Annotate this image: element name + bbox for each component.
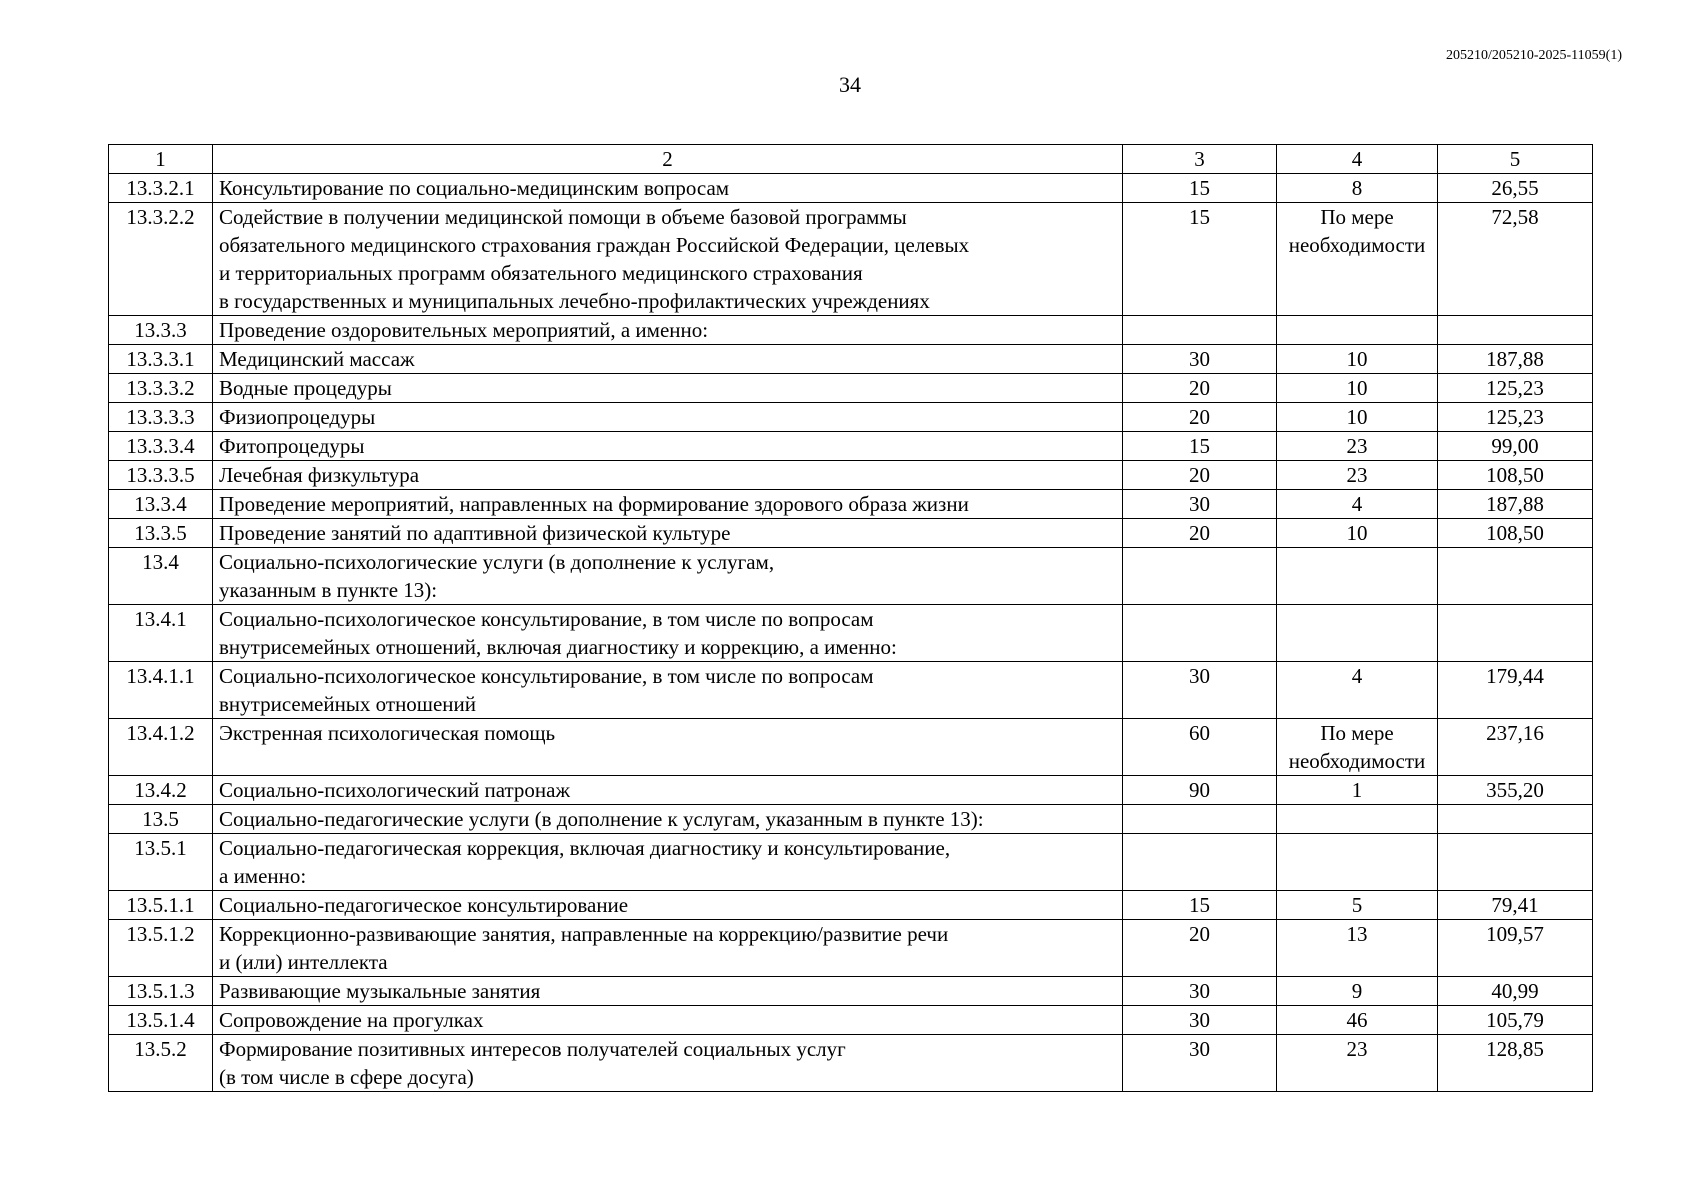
row-number-cell: 13.5.1 [109,834,213,891]
column-header-price: 5 [1438,145,1593,174]
service-name-cell: Проведение оздоровительных мероприятий, а именно: [213,316,1123,345]
service-name-cell: Сопровождение на прогулках [213,1006,1123,1035]
row-number-cell: 13.5 [109,805,213,834]
row-number-cell: 13.3.3.3 [109,403,213,432]
frequency-cell [1277,548,1438,605]
price-cell: 237,16 [1438,719,1593,776]
time-cell: 15 [1123,174,1277,203]
table-row [109,374,1593,403]
price-cell: 128,85 [1438,1035,1593,1092]
frequency-cell: 46 [1277,1006,1438,1035]
row-number-cell: 13.3.2.1 [109,174,213,203]
time-cell [1123,834,1277,891]
time-cell: 20 [1123,374,1277,403]
row-number-cell: 13.3.3.2 [109,374,213,403]
table-row [109,834,1593,891]
services-table [108,144,1593,1092]
service-name-cell: Лечебная физкультура [213,461,1123,490]
service-name-cell: Социально-педагогические услуги (в дополнение к услугам, указанным в пункте 13): [213,805,1123,834]
table-row [109,432,1593,461]
price-cell: 108,50 [1438,461,1593,490]
price-cell: 125,23 [1438,403,1593,432]
table-row [109,662,1593,719]
row-number-cell: 13.4.1.1 [109,662,213,719]
frequency-cell: По мере необходимости [1277,203,1438,316]
time-cell: 20 [1123,519,1277,548]
table-row [109,1006,1593,1035]
service-name-cell: Медицинский массаж [213,345,1123,374]
table-row [109,316,1593,345]
time-cell: 15 [1123,891,1277,920]
row-number-cell: 13.3.3.5 [109,461,213,490]
frequency-cell: 9 [1277,977,1438,1006]
table-row [109,977,1593,1006]
frequency-cell: 8 [1277,174,1438,203]
row-number-cell: 13.5.1.1 [109,891,213,920]
document-id: 205210/205210-2025-11059(1) [1445,48,1622,63]
price-cell [1438,316,1593,345]
row-number-cell: 13.4.2 [109,776,213,805]
table-row [109,345,1593,374]
frequency-cell [1277,834,1438,891]
price-cell: 99,00 [1438,432,1593,461]
table-body [109,145,1593,1092]
column-header-frequency: 4 [1277,145,1438,174]
table-row [109,519,1593,548]
time-cell: 30 [1123,345,1277,374]
frequency-cell: 23 [1277,432,1438,461]
table-row [109,461,1593,490]
price-cell: 355,20 [1438,776,1593,805]
table-row [109,920,1593,977]
service-name-cell: Социально-педагогическая коррекция, включая диагностику и консультирование, а именно: [213,834,1123,891]
price-cell: 40,99 [1438,977,1593,1006]
price-cell: 26,55 [1438,174,1593,203]
service-name-cell: Социально-психологическое консультирование, в том числе по вопросам внутрисемейных отношений [213,662,1123,719]
service-name-cell: Социально-психологические услуги (в дополнение к услугам, указанным в пункте 13): [213,548,1123,605]
service-name-cell: Социально-психологический патронаж [213,776,1123,805]
price-cell: 187,88 [1438,345,1593,374]
service-name-cell: Содействие в получении медицинской помощи в объеме базовой программы обязательного медицинского страхования граждан Российской Федерации, целевых и территориальных программ обязательного медицинского страхования в государственных и муниципальных лечебно-профилактических учреждениях [213,203,1123,316]
time-cell [1123,548,1277,605]
table-row [109,403,1593,432]
time-cell: 20 [1123,403,1277,432]
service-name-cell: Водные процедуры [213,374,1123,403]
table-row [109,719,1593,776]
service-name-cell: Социально-психологическое консультирование, в том числе по вопросам внутрисемейных отношений, включая диагностику и коррекцию, а именно: [213,605,1123,662]
frequency-cell: 1 [1277,776,1438,805]
row-number-cell: 13.5.1.2 [109,920,213,977]
row-number-cell: 13.3.2.2 [109,203,213,316]
price-cell [1438,805,1593,834]
frequency-cell: 13 [1277,920,1438,977]
time-cell: 30 [1123,490,1277,519]
frequency-cell: 23 [1277,461,1438,490]
table-row [109,1035,1593,1092]
frequency-cell: 10 [1277,519,1438,548]
row-number-cell: 13.4.1 [109,605,213,662]
table-row [109,805,1593,834]
price-cell: 79,41 [1438,891,1593,920]
row-number-cell: 13.3.3.4 [109,432,213,461]
service-name-cell: Фитопроцедуры [213,432,1123,461]
time-cell: 15 [1123,203,1277,316]
frequency-cell: 23 [1277,1035,1438,1092]
time-cell: 30 [1123,662,1277,719]
row-number-cell: 13.5.2 [109,1035,213,1092]
table-row [109,891,1593,920]
time-cell: 15 [1123,432,1277,461]
frequency-cell: 10 [1277,345,1438,374]
time-cell [1123,805,1277,834]
frequency-cell [1277,316,1438,345]
frequency-cell: 10 [1277,374,1438,403]
row-number-cell: 13.5.1.4 [109,1006,213,1035]
table-row [109,490,1593,519]
column-header-number: 1 [109,145,213,174]
page-number: 34 [839,72,861,97]
table-row [109,548,1593,605]
price-cell [1438,548,1593,605]
time-cell: 30 [1123,1006,1277,1035]
service-name-cell: Проведение занятий по адаптивной физической культуре [213,519,1123,548]
table-row [109,776,1593,805]
row-number-cell: 13.5.1.3 [109,977,213,1006]
frequency-cell: 5 [1277,891,1438,920]
service-name-cell: Развивающие музыкальные занятия [213,977,1123,1006]
row-number-cell: 13.4.1.2 [109,719,213,776]
time-cell: 30 [1123,977,1277,1006]
price-cell: 125,23 [1438,374,1593,403]
table-row [109,605,1593,662]
service-name-cell: Физиопроцедуры [213,403,1123,432]
service-name-cell: Проведение мероприятий, направленных на формирование здорового образа жизни [213,490,1123,519]
price-cell [1438,605,1593,662]
service-name-cell: Коррекционно-развивающие занятия, направленные на коррекцию/развитие речи и (или) интеллекта [213,920,1123,977]
time-cell: 90 [1123,776,1277,805]
time-cell: 30 [1123,1035,1277,1092]
column-header-service: 2 [213,145,1123,174]
frequency-cell: По мере необходимости [1277,719,1438,776]
price-cell: 179,44 [1438,662,1593,719]
time-cell: 20 [1123,920,1277,977]
price-cell: 72,58 [1438,203,1593,316]
row-number-cell: 13.3.3 [109,316,213,345]
row-number-cell: 13.3.4 [109,490,213,519]
price-cell: 109,57 [1438,920,1593,977]
price-cell: 108,50 [1438,519,1593,548]
time-cell: 20 [1123,461,1277,490]
frequency-cell: 4 [1277,662,1438,719]
frequency-cell [1277,805,1438,834]
table-header-row [109,145,1593,174]
service-name-cell: Экстренная психологическая помощь [213,719,1123,776]
service-name-cell: Социально-педагогическое консультирование [213,891,1123,920]
price-cell: 187,88 [1438,490,1593,519]
time-cell: 60 [1123,719,1277,776]
time-cell [1123,605,1277,662]
time-cell [1123,316,1277,345]
column-header-time: 3 [1123,145,1277,174]
table-row [109,174,1593,203]
row-number-cell: 13.3.3.1 [109,345,213,374]
frequency-cell [1277,605,1438,662]
service-name-cell: Консультирование по социально-медицинским вопросам [213,174,1123,203]
price-cell: 105,79 [1438,1006,1593,1035]
table-row [109,203,1593,316]
row-number-cell: 13.3.5 [109,519,213,548]
price-cell [1438,834,1593,891]
service-name-cell: Формирование позитивных интересов получателей социальных услуг (в том числе в сфере досуга) [213,1035,1123,1092]
frequency-cell: 4 [1277,490,1438,519]
row-number-cell: 13.4 [109,548,213,605]
frequency-cell: 10 [1277,403,1438,432]
